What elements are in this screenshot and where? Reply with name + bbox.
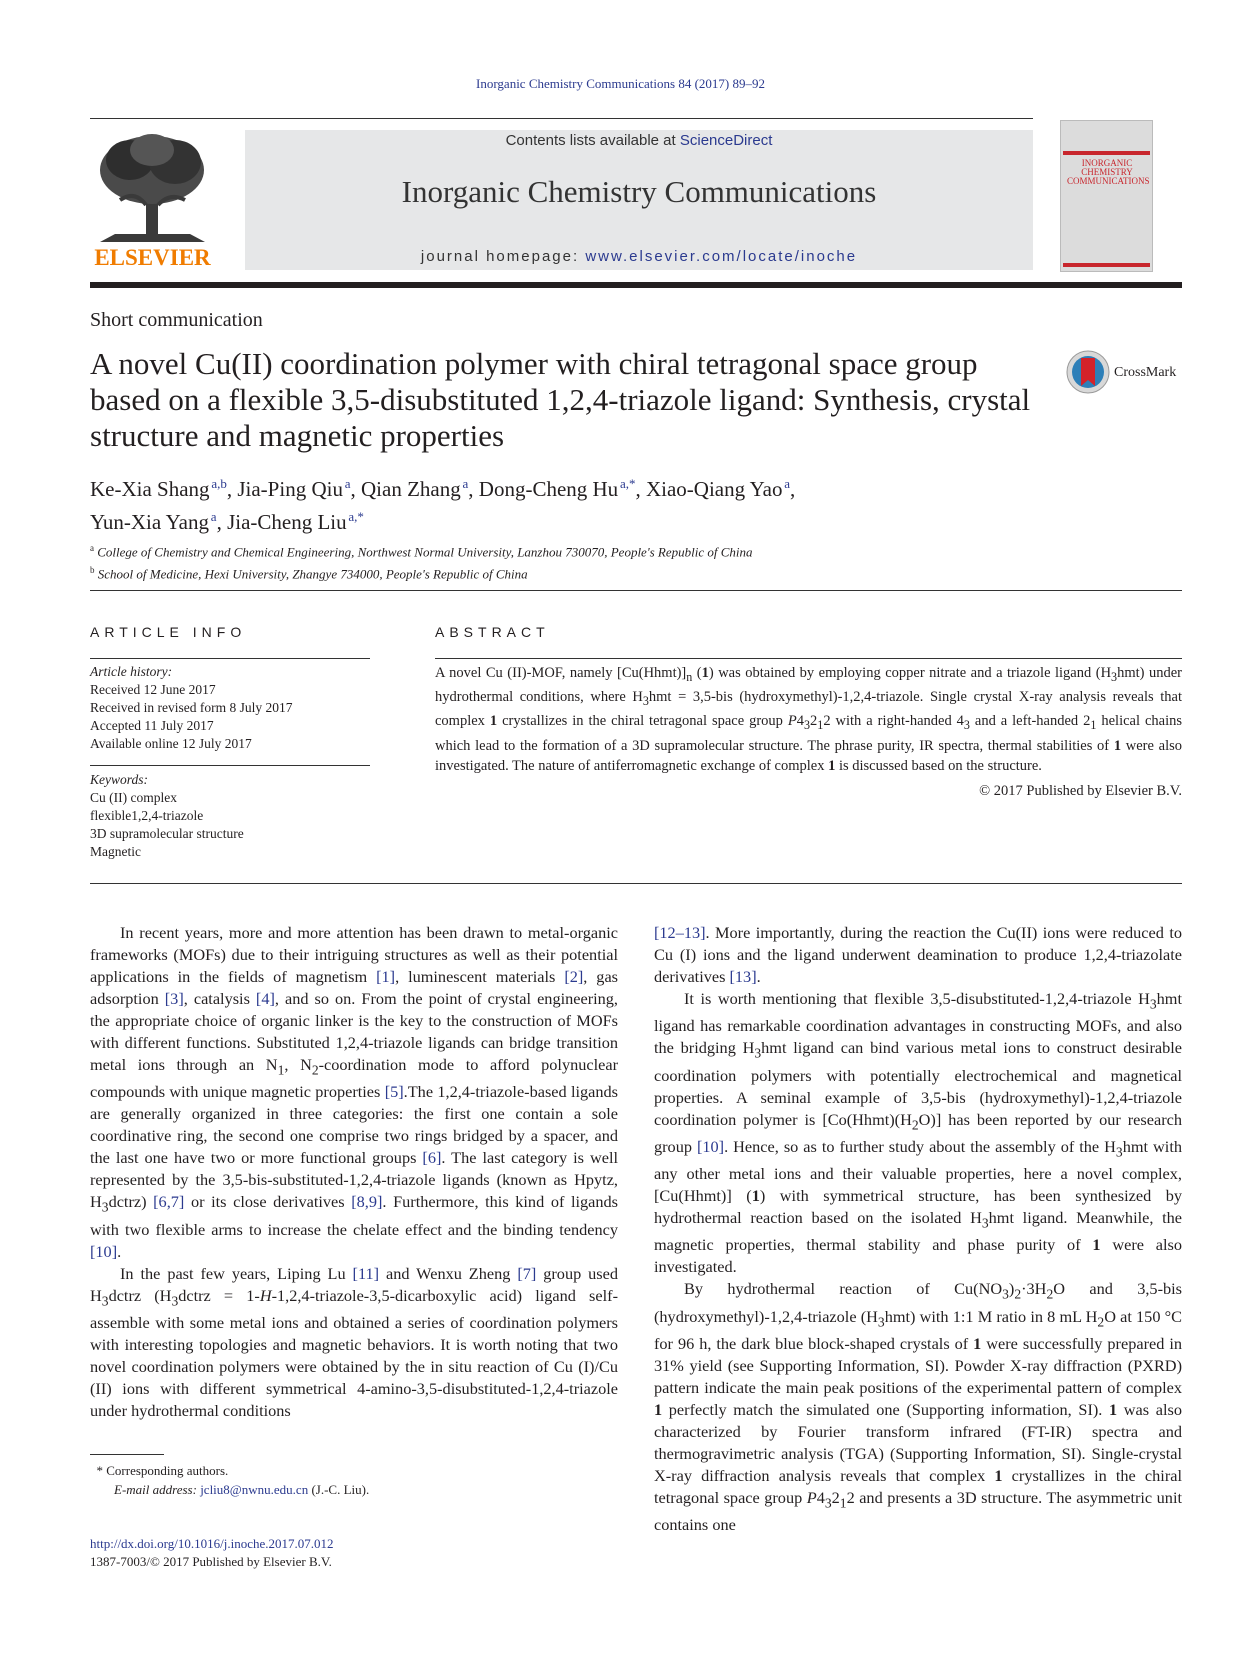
cover-stripe xyxy=(1063,151,1150,155)
contents-prefix: Contents lists available at xyxy=(505,132,680,149)
article-title: A novel Cu(II) coordination polymer with chiral tetragonal space group based on a flexible 3,5-disubstituted 1,2,4-triazole ligand: Synthesis, crystal structure and magnetic properties xyxy=(90,346,1031,453)
keyword-item: flexible1,2,4-triazole xyxy=(90,808,204,823)
author-name[interactable]: Xiao-Qiang Yao xyxy=(645,477,783,501)
author-affiliation-mark[interactable]: a xyxy=(210,509,217,524)
footnote-corresponding: * Corresponding authors. xyxy=(90,1463,229,1478)
history-item: Received in revised form 8 July 2017 xyxy=(90,700,293,715)
keywords-label: Keywords: xyxy=(90,772,148,787)
author-affiliation-mark[interactable]: a,* xyxy=(619,476,636,491)
ref-link[interactable]: [11] xyxy=(352,1263,380,1283)
journal-citation[interactable]: Inorganic Chemistry Communications 84 (2017) 89–92 xyxy=(476,76,765,91)
abstract-heading: ABSTRACT xyxy=(435,624,550,640)
ref-link[interactable]: [2] xyxy=(564,967,584,986)
author-affiliation-mark[interactable]: a,b xyxy=(211,476,227,491)
affiliation-mark: b xyxy=(90,565,95,576)
ref-link[interactable]: [1] xyxy=(376,967,396,986)
body-paragraph: In the past few years, Liping Lu [11] and Wenxu Zheng [7] group used $H_3dctrz$ ($H_3dctrz$ = 1-H-1,2,4-triazole-3,5-dicarboxylic acid) ligand self-assemble with some metal ions and obtained a series of coordination polymers with interesting topologies and magnetic behaviors. It is worth noting that two novel coordination polymers were obtained by the in situ reaction of Cu (I)/Cu (II) ions with different symmetrical 4-amino-3,5-disubstituted-1,2,4-triazole under hydrothermal conditions xyxy=(90,1263,619,1420)
history-item: Received 12 June 2017 xyxy=(90,682,216,697)
footnote-corresponding-text: Corresponding authors. xyxy=(106,1463,229,1478)
cover-title: INORGANIC CHEMISTRY COMMUNICATIONS xyxy=(1067,158,1150,186)
body-column-left xyxy=(90,922,618,1422)
ref-link[interactable]: [8,9] xyxy=(351,1192,383,1212)
affiliation-mark: a xyxy=(90,543,94,553)
keywords xyxy=(90,771,370,861)
crossmark-badge[interactable] xyxy=(1066,350,1186,396)
body-paragraph: It is worth mentioning that flexible 3,5-disubstituted-1,2,4-triazole $H_3hmt$ ligand has remarkable coordination advantages in constructing MOFs, and also the bridging $H_3hmt$ ligand can bind various metal ions to construct desirable coordination polymers with potentially electrochemical and magnetical properties. A seminal example of 3,5-bis (hydroxymethyl)-1,2,4-triazole coordination polymer is $[Co(Hhmt)(H_2O)]$ has been reported by our research group [10]. Hence, so as to further study about the assembly of the $H_3hmt$ with any other metal ions and their valuable properties, here a novel complex, [Cu(Hhmt)] (1) with symmetrical structure, has been synthesized by hydrothermal reaction based on the isolated $H_3hmt$ ligand. Meanwhile, the magnetic properties, thermal stability and phase purity of 1 were also investigated. xyxy=(654,989,1183,1277)
header-rule-top xyxy=(90,118,1033,119)
crossmark-icon xyxy=(1066,350,1110,394)
article-info-heading: ARTICLE INFO xyxy=(90,624,247,640)
footnote-email-line xyxy=(90,1480,618,1499)
email-link[interactable]: jcliu8@nwnu.edu.cn xyxy=(200,1482,309,1497)
doi-link[interactable]: http://dx.doi.org/10.1016/j.inoche.2017.07.012 xyxy=(90,1536,334,1551)
ref-link[interactable]: [13] xyxy=(729,967,757,986)
email-suffix: (J.-C. Liu). xyxy=(308,1482,370,1497)
header-rule-bottom xyxy=(90,282,1182,288)
affiliation-text: College of Chemistry and Chemical Engineering, Northwest Normal University, Lanzhou 730070, People's Republic of China xyxy=(97,544,753,560)
homepage-prefix: journal homepage: xyxy=(420,248,586,265)
abstract-text: A novel Cu (II)-MOF, namely $[Cu(Hhmt)]_n$ (1) was obtained by employing copper nitrate and a triazole ligand $(H_3hmt)$ under hydrothermal conditions, where $H_3hmt = 3,5-bis$ (hydroxymethyl)-1,2,4-triazole. Single crystal X-ray analysis reveals that complex 1 crystallizes in the chiral tetragonal space group $P4_32_12$ with a right-handed $4_3$ and a left-handed $2_1$ helical chains which lead to the formation of a 3D supramolecular structure. The phrase purity, IR spectra, thermal stabilities of 1 were also investigated. The nature of antiferromagnetic exchange of complex 1 is discussed based on the structure. xyxy=(435,665,1182,774)
issn-line: 1387-7003/© 2017 Published by Elsevier B.V. xyxy=(90,1554,332,1569)
abstract-rule xyxy=(435,658,1182,659)
author-name[interactable]: Qian Zhang xyxy=(361,477,461,501)
doi-block xyxy=(90,1535,334,1571)
article-history xyxy=(90,663,370,753)
author-list xyxy=(90,470,1090,536)
author-separator: , xyxy=(216,510,228,534)
sciencedirect-link[interactable]: ScienceDirect xyxy=(679,132,773,149)
author-name[interactable]: Ke-Xia Shang xyxy=(90,477,210,501)
history-label: Article history: xyxy=(90,664,173,679)
ref-link[interactable]: [5] xyxy=(384,1082,404,1102)
body-paragraph: By hydrothermal reaction of $Cu(NO_3)_2\cdot 3H_2O$ and 3,5-bis (hydroxymethyl)-1,2,4-triazole $(H_3hmt)$ with 1:1 M ratio in 8 mL $H_2O$ at 150 °C for 96 h, the dark blue block-shaped crystals of 1 were successfully prepared in 31% yield (see Supporting Information, SI). Powder X-ray diffraction (PXRD) pattern indicate the main peak positions of the experimental pattern of complex 1 perfectly match the simulated one (Supporting information, SI). 1 was also characterized by Fourier transform infrared (FT-IR) spectra and thermogravimetric analysis (TGA) (Supporting Information, SI). Single-crystal X-ray diffraction analysis reveals that complex 1 crystallizes in the chiral tetragonal space group $P4_32_12$ and presents a 3D structure. The asymmetric unit contains one xyxy=(654,1279,1182,1534)
author-separator: , xyxy=(635,477,646,501)
author-affiliation-mark[interactable]: a xyxy=(344,476,351,491)
author-separator: , xyxy=(350,477,361,501)
ref-link[interactable]: [10] xyxy=(90,1241,118,1261)
publisher-wordmark: ELSEVIER xyxy=(94,245,211,270)
contents-line xyxy=(245,132,1033,149)
elsevier-tree-icon xyxy=(90,130,215,242)
journal-title: Inorganic Chemistry Communications xyxy=(401,174,877,209)
ref-link[interactable]: [6] xyxy=(422,1148,442,1168)
journal-cover-thumbnail[interactable] xyxy=(1060,120,1153,272)
author-name[interactable]: Jia-Cheng Liu xyxy=(227,510,347,534)
article-type: Short communication xyxy=(90,309,263,331)
section-rule xyxy=(90,883,1182,884)
homepage-link[interactable]: www.elsevier.com/locate/inoche xyxy=(585,248,858,265)
author-affiliation-mark[interactable]: a xyxy=(784,476,791,491)
author-name[interactable]: Dong-Cheng Hu xyxy=(478,477,619,501)
history-item: Available online 12 July 2017 xyxy=(90,736,252,751)
ref-link[interactable]: [12–13] xyxy=(654,923,706,942)
affiliation-text: School of Medicine, Hexi University, Zhangye 734000, People's Republic of China xyxy=(97,566,528,582)
crossmark-label: CrossMark xyxy=(1114,365,1177,380)
history-item: Accepted 11 July 2017 xyxy=(90,718,214,733)
keyword-item: 3D supramolecular structure xyxy=(90,826,244,841)
body-paragraph: [12–13]. More importantly, during the reaction the Cu(II) ions were reduced to Cu (I) ions and the ligand underwent deamination to produce 1,2,4-triazolate derivatives [13]. xyxy=(654,923,1182,986)
footnote xyxy=(90,1461,618,1499)
cover-stripe xyxy=(1063,263,1150,267)
ref-link[interactable]: [10] xyxy=(696,1136,725,1156)
footnote-rule xyxy=(90,1454,164,1455)
ref-link[interactable]: [6,7] xyxy=(153,1192,185,1212)
author-name[interactable]: Jia-Ping Qiu xyxy=(237,477,343,501)
abstract-copyright: © 2017 Published by Elsevier B.V. xyxy=(979,783,1182,799)
author-separator: , xyxy=(790,477,796,501)
ref-link[interactable]: [4] xyxy=(255,989,275,1008)
ref-link[interactable]: [7] xyxy=(517,1263,537,1283)
affiliation-item xyxy=(90,539,1090,561)
email-label: E-mail address: xyxy=(114,1482,201,1497)
body-paragraph: In recent years, more and more attention has been drawn to metal-organic frameworks (MOFs) due to their intriguing structures as well as their potential applications in the fields of magnetism [1], luminescent materials [2], gas adsorption [3], catalysis [4], and so on. From the point of crystal engineering, the appropriate choice of organic linker is the key to the construction of MOFs with different functions. Substituted 1,2,4-triazole ligands can bridge transition metal ions through an $N_1$, $N_2$-coordination mode to afford polynuclear compounds with unique magnetic properties [5].The 1,2,4-triazole-based ligands are generally organized in three categories: the first one contain a sole coordinative ring, the second one comprise two rings bridged by a spacer, and the last one have two or more functional groups [6]. The last category is well represented by the 3,5-bis-substituted-1,2,4-triazole ligands (known as Hpytz, $H_3dctrz$) [6,7] or its close derivatives [8,9]. Furthermore, this kind of ligands with two flexible arms to increase the chelate effect and the binding tendency [10]. xyxy=(90,923,619,1261)
ref-link[interactable]: [3] xyxy=(164,989,184,1008)
affiliation-item xyxy=(90,561,1090,583)
author-affiliation-mark[interactable]: a,* xyxy=(348,509,364,524)
article-info-rule xyxy=(90,765,370,766)
author-separator: , xyxy=(468,477,479,501)
keyword-item: Magnetic xyxy=(90,844,141,859)
author-affiliation-mark[interactable]: a xyxy=(462,476,469,491)
affiliations xyxy=(90,539,1090,584)
article-info-rule xyxy=(90,658,370,659)
section-rule xyxy=(90,590,1182,591)
elsevier-logo xyxy=(90,130,215,270)
body-column-right xyxy=(654,922,1182,1536)
keyword-item: Cu (II) complex xyxy=(90,790,177,805)
author-separator: , xyxy=(226,477,238,501)
author-name[interactable]: Yun-Xia Yang xyxy=(90,510,210,534)
homepage-line xyxy=(245,248,1033,265)
